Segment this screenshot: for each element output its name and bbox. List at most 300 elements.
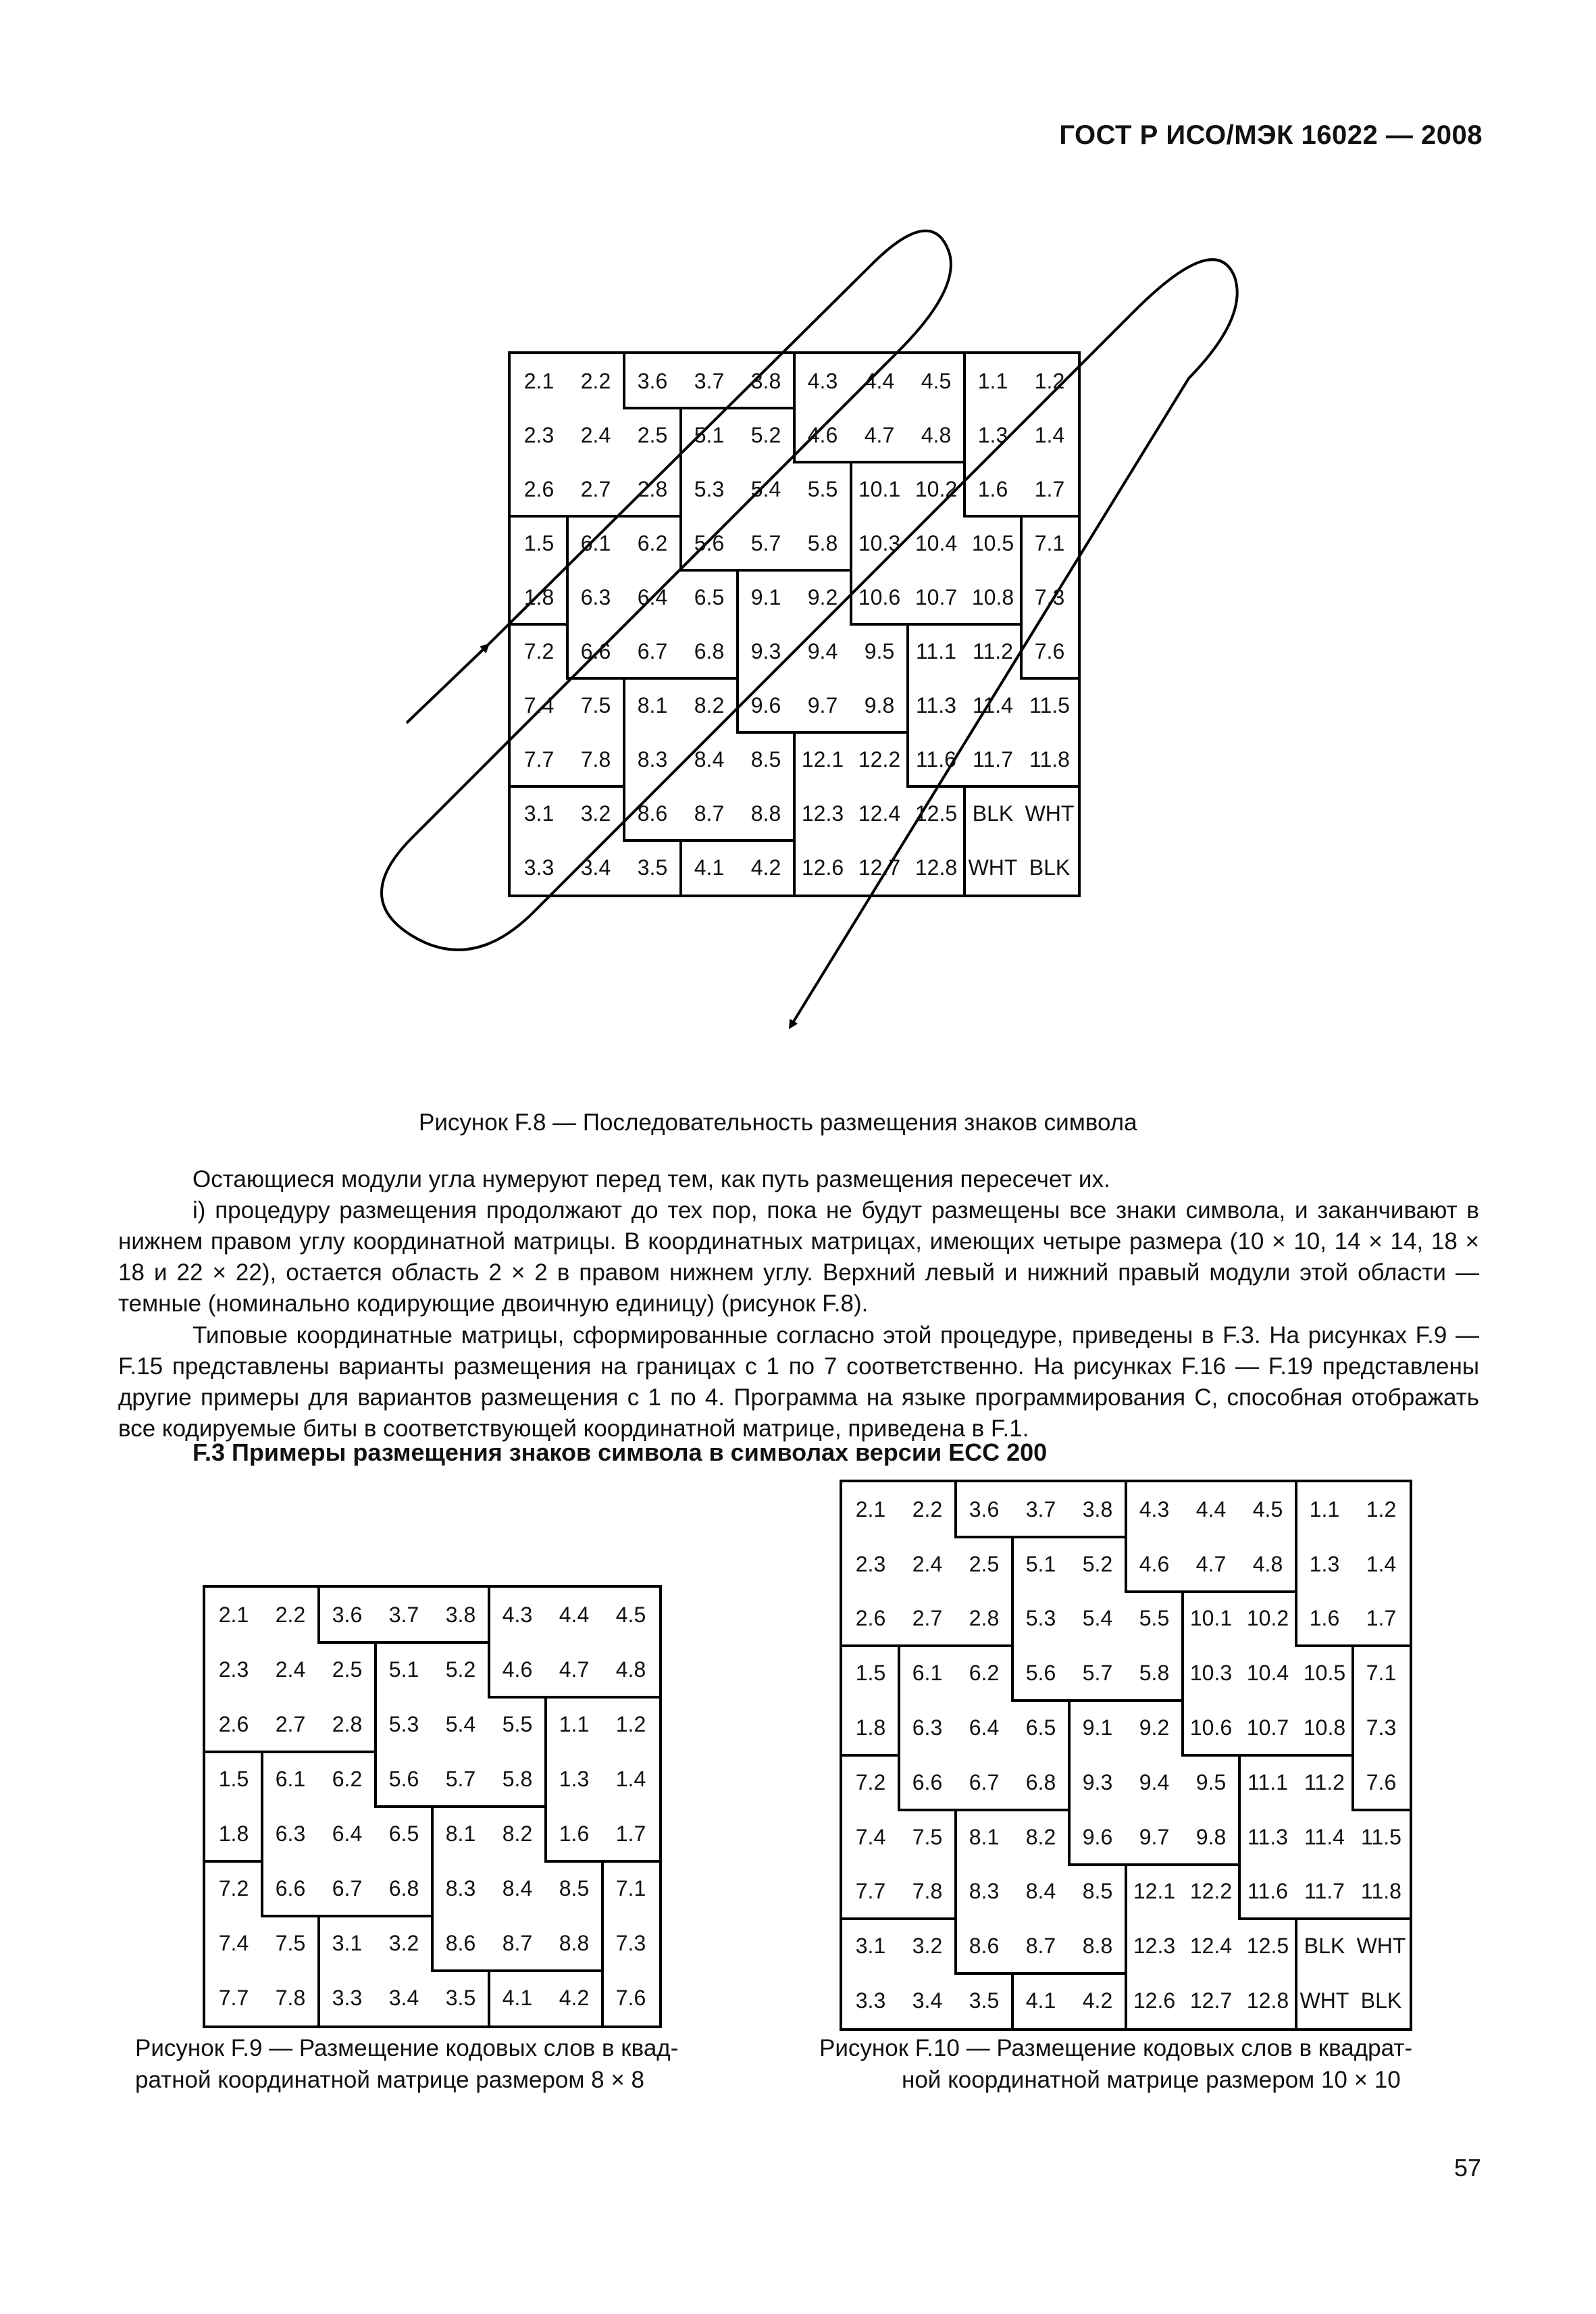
module-cell: 7.3 bbox=[1034, 584, 1065, 609]
module-cell: 6.1 bbox=[580, 530, 611, 555]
codeword-boundary bbox=[841, 1754, 900, 1757]
module-cell: 9.5 bbox=[1195, 1769, 1227, 1794]
module-cell: 7.7 bbox=[855, 1879, 886, 1904]
codeword-boundary bbox=[623, 515, 682, 518]
module-cell: 2.3 bbox=[855, 1551, 886, 1576]
codeword-boundary bbox=[623, 677, 625, 734]
module-cell: 2.5 bbox=[637, 422, 668, 447]
module-cell: 7.2 bbox=[855, 1769, 886, 1794]
codeword-boundary bbox=[1295, 1481, 1297, 1538]
codeword-boundary bbox=[793, 569, 852, 572]
module-cell: 11.2 bbox=[973, 638, 1013, 663]
codeword-boundary bbox=[1068, 1972, 1127, 1975]
module-cell: 3.3 bbox=[332, 1986, 363, 2010]
module-cell: 4.5 bbox=[615, 1603, 646, 1627]
module-cell: 12.8 bbox=[1246, 1988, 1289, 2013]
module-cell: 4.5 bbox=[1252, 1496, 1283, 1521]
codeword-boundary bbox=[1352, 1644, 1354, 1702]
module-cell: 8.7 bbox=[502, 1931, 533, 1955]
module-cell: 3.5 bbox=[969, 1988, 1000, 2013]
module-cell: 10.8 bbox=[971, 584, 1014, 609]
codeword-boundary bbox=[954, 1536, 1014, 1538]
paragraph-placement-rule-i: i) процедуру размещения продолжают до тех пор, пока не будут размещены все знаки символа, и заканчивают в нижнем правом углу координатной матрицы. В координатных матрицах, имеющих четыре размера (10 × 10, 14 × 14, 18 × 18 и 22 × 22), остается область 2 × 2 в правом нижнем углу. Верхний левый и нижний правый модули этой области — темные (номинально кодирующие двоичную единицу) (рисунок F.8). bbox=[118, 1197, 1479, 1317]
codeword-boundary bbox=[1181, 1754, 1241, 1757]
codeword-boundary bbox=[509, 623, 569, 626]
module-cell: 4.2 bbox=[750, 855, 781, 880]
module-cell: 8.7 bbox=[694, 801, 725, 826]
codeword-boundary bbox=[793, 731, 796, 788]
codeword-boundary bbox=[1020, 785, 1079, 788]
module-cell: 9.6 bbox=[750, 693, 781, 718]
codeword-boundary bbox=[841, 1917, 900, 1920]
module-cell: 5.4 bbox=[750, 476, 781, 501]
codeword-boundary bbox=[793, 731, 852, 734]
codeword-boundary bbox=[1238, 1917, 1297, 1920]
codeword-boundary bbox=[679, 515, 682, 572]
module-cell: 1.6 bbox=[977, 476, 1008, 501]
module-cell: 8.8 bbox=[750, 801, 781, 826]
module-cell: WHT bbox=[968, 855, 1018, 880]
module-cell: 10.2 bbox=[1246, 1606, 1289, 1631]
module-cell: 10.6 bbox=[1189, 1715, 1233, 1740]
module-cell: 7.4 bbox=[218, 1931, 249, 1955]
page-number: 57 bbox=[1453, 2154, 1481, 2182]
module-cell: 11.4 bbox=[1304, 1824, 1345, 1849]
module-cell: 12.7 bbox=[858, 855, 901, 880]
module-cell: 8.3 bbox=[969, 1879, 1000, 1904]
codeword-boundary bbox=[679, 407, 682, 463]
module-cell: 5.8 bbox=[502, 1767, 533, 1791]
figure-f10-caption-line-1: Рисунок F.10 — Размещение кодовых слов в квадрат- bbox=[819, 2035, 1413, 2061]
module-cell: 12.2 bbox=[858, 747, 901, 772]
codeword-boundary bbox=[954, 1863, 957, 1921]
module-cell: 1.3 bbox=[977, 422, 1008, 447]
codeword-boundary bbox=[898, 1699, 900, 1757]
module-cell: 9.6 bbox=[1082, 1824, 1113, 1849]
module-cell: 2.3 bbox=[218, 1657, 249, 1682]
module-cell: 6.3 bbox=[912, 1715, 943, 1740]
codeword-boundary bbox=[261, 1805, 263, 1863]
codeword-boundary bbox=[963, 515, 1023, 518]
codeword-boundary bbox=[736, 677, 739, 734]
codeword-boundary bbox=[317, 1969, 320, 2027]
codeword-boundary bbox=[1125, 1536, 1127, 1593]
module-cell: 10.8 bbox=[1303, 1715, 1346, 1740]
module-cell: 1.2 bbox=[1366, 1496, 1397, 1521]
codeword-boundary bbox=[963, 785, 1023, 788]
codeword-boundary bbox=[1295, 1917, 1297, 1975]
module-cell: 9.4 bbox=[807, 638, 838, 663]
codeword-boundary bbox=[898, 1809, 957, 1811]
module-cell: 8.2 bbox=[1025, 1824, 1056, 1849]
module-cell: 9.2 bbox=[1139, 1715, 1170, 1740]
module-cell: 2.3 bbox=[523, 422, 555, 447]
module-cell: 2.6 bbox=[855, 1606, 886, 1631]
codeword-boundary bbox=[1125, 1917, 1127, 1975]
module-cell: 7.6 bbox=[1366, 1769, 1397, 1794]
module-cell: 4.8 bbox=[615, 1657, 646, 1682]
codeword-boundary bbox=[793, 839, 796, 896]
codeword-boundary bbox=[1011, 1809, 1071, 1811]
codeword-boundary bbox=[679, 407, 739, 409]
module-cell: 9.7 bbox=[807, 693, 838, 718]
module-cell: 3.8 bbox=[445, 1603, 476, 1627]
module-cell: 10.7 bbox=[915, 584, 958, 609]
module-cell: 10.5 bbox=[971, 530, 1014, 555]
module-cell: 4.7 bbox=[559, 1657, 590, 1682]
module-cell: 1.4 bbox=[615, 1767, 646, 1791]
module-cell: 7.3 bbox=[1366, 1715, 1397, 1740]
module-cell: 11.5 bbox=[1361, 1824, 1401, 1849]
module-cell: 4.6 bbox=[1139, 1551, 1170, 1576]
module-cell: 12.3 bbox=[801, 801, 844, 826]
codeword-boundary bbox=[374, 1751, 377, 1808]
module-cell: 12.7 bbox=[1189, 1988, 1233, 2013]
module-cell: 6.7 bbox=[637, 638, 668, 663]
codeword-boundary bbox=[1295, 1972, 1297, 2030]
codeword-boundary bbox=[601, 1860, 661, 1863]
paragraph-typical-matrices: Типовые координатные матрицы, сформированные согласно этой процедуре, приведены в F.3. На рисунках F.9 — F.15 представлены варианты размещения на границах с 1 по 7 соответственно. На рисунках F.16 — F.19 представлены другие примеры для вариантов размещения с 1 по 4. Программа на языке программирования С, способная отображать все кодируемые биты в соответствующей координатной матрице, приведена в F.1. bbox=[118, 1322, 1479, 1442]
codeword-boundary bbox=[1238, 1754, 1241, 1811]
module-cell: 6.3 bbox=[275, 1821, 306, 1846]
codeword-boundary bbox=[898, 1644, 900, 1702]
codeword-boundary bbox=[623, 839, 682, 842]
codeword-boundary bbox=[1181, 1590, 1184, 1648]
codeword-boundary bbox=[544, 1696, 604, 1699]
module-cell: 2.4 bbox=[912, 1551, 943, 1576]
codeword-boundary bbox=[850, 569, 852, 626]
codeword-boundary bbox=[850, 461, 852, 518]
codeword-boundary bbox=[1181, 1699, 1184, 1757]
module-cell: 5.1 bbox=[694, 422, 725, 447]
module-cell: BLK bbox=[972, 801, 1014, 826]
codeword-boundary bbox=[374, 1805, 434, 1808]
module-cell: 6.7 bbox=[332, 1876, 363, 1901]
codeword-boundary bbox=[679, 839, 739, 842]
module-cell: 5.5 bbox=[807, 476, 838, 501]
codeword-boundary bbox=[793, 353, 796, 409]
module-cell: 3.2 bbox=[912, 1934, 943, 1959]
module-cell: 5.7 bbox=[445, 1767, 476, 1791]
codeword-boundary bbox=[431, 1915, 434, 1972]
codeword-boundary bbox=[1011, 1536, 1014, 1593]
path-entry-arrow bbox=[407, 645, 488, 723]
codeword-boundary bbox=[898, 1644, 957, 1647]
module-cell: 2.5 bbox=[332, 1657, 363, 1682]
module-cell: 7.7 bbox=[218, 1986, 249, 2010]
module-cell: 1.7 bbox=[615, 1821, 646, 1846]
module-cell: 4.7 bbox=[864, 422, 895, 447]
module-cell: 3.4 bbox=[580, 855, 611, 880]
module-cell: 8.2 bbox=[502, 1821, 533, 1846]
codeword-boundary bbox=[261, 1751, 263, 1808]
module-cell: 7.5 bbox=[580, 693, 611, 718]
codeword-boundary bbox=[906, 731, 909, 788]
module-cell: 10.4 bbox=[1246, 1661, 1289, 1686]
module-cell: 5.2 bbox=[1082, 1551, 1113, 1576]
codeword-boundary bbox=[204, 1860, 263, 1863]
module-cell: 9.8 bbox=[1195, 1824, 1227, 1849]
module-cell: 11.7 bbox=[1304, 1879, 1345, 1904]
module-cell: 8.2 bbox=[694, 693, 725, 718]
codeword-boundary bbox=[1181, 1863, 1241, 1866]
module-cell: 10.2 bbox=[915, 476, 958, 501]
module-cell: 10.6 bbox=[858, 584, 901, 609]
codeword-boundary bbox=[374, 1696, 377, 1753]
module-cell: 7.2 bbox=[523, 638, 555, 663]
module-cell: 3.6 bbox=[969, 1496, 1000, 1521]
codeword-boundary bbox=[793, 785, 796, 842]
module-cell: 12.1 bbox=[801, 747, 844, 772]
codeword-boundary bbox=[1011, 1590, 1014, 1648]
codeword-boundary bbox=[1295, 1917, 1354, 1920]
codeword-boundary bbox=[431, 1969, 490, 1972]
codeword-boundary bbox=[488, 1696, 547, 1699]
module-cell: 5.2 bbox=[750, 422, 781, 447]
module-cell: 3.2 bbox=[388, 1931, 419, 1955]
codeword-boundary bbox=[736, 569, 796, 572]
module-cell: 4.5 bbox=[921, 368, 952, 393]
codeword-boundary bbox=[1020, 677, 1079, 680]
codeword-boundary bbox=[793, 461, 852, 463]
codeword-boundary bbox=[261, 1860, 263, 1917]
codeword-boundary bbox=[963, 407, 966, 463]
module-cell: 1.6 bbox=[1309, 1606, 1340, 1631]
codeword-boundary bbox=[431, 1860, 434, 1917]
module-cell: 4.1 bbox=[1025, 1988, 1056, 2013]
module-cell: 3.6 bbox=[637, 368, 668, 393]
codeword-boundary bbox=[623, 731, 625, 788]
module-cell: 2.6 bbox=[218, 1712, 249, 1736]
module-cell: 7.6 bbox=[615, 1986, 646, 2010]
codeword-boundary bbox=[601, 1696, 661, 1699]
module-cell: 8.4 bbox=[1025, 1879, 1056, 1904]
module-cell: 8.4 bbox=[694, 747, 725, 772]
module-cell: 5.5 bbox=[1139, 1606, 1170, 1631]
codeword-boundary bbox=[374, 1915, 434, 1917]
codeword-boundary bbox=[954, 1809, 1014, 1811]
module-cell: 9.5 bbox=[864, 638, 895, 663]
module-cell: BLK bbox=[1360, 1988, 1402, 2013]
codeword-boundary bbox=[544, 1805, 547, 1863]
codeword-boundary bbox=[1020, 515, 1079, 518]
module-cell: 2.7 bbox=[275, 1712, 306, 1736]
codeword-boundary bbox=[601, 1969, 604, 2027]
module-cell: 7.1 bbox=[1034, 530, 1065, 555]
module-cell: 8.1 bbox=[637, 693, 668, 718]
module-cell: 12.5 bbox=[915, 801, 958, 826]
codeword-boundary bbox=[317, 1915, 377, 1917]
module-cell: 5.8 bbox=[807, 530, 838, 555]
module-cell: 6.4 bbox=[969, 1715, 1000, 1740]
codeword-boundary bbox=[736, 569, 739, 626]
module-cell: 4.8 bbox=[921, 422, 952, 447]
module-cell: 8.1 bbox=[445, 1821, 476, 1846]
module-cell: 1.5 bbox=[855, 1661, 886, 1686]
codeword-boundary bbox=[1011, 1644, 1014, 1702]
module-cell: 6.7 bbox=[969, 1769, 1000, 1794]
module-cell: 1.1 bbox=[977, 368, 1008, 393]
module-cell: 2.8 bbox=[332, 1712, 363, 1736]
codeword-boundary bbox=[488, 1969, 490, 2027]
module-cell: 3.4 bbox=[388, 1986, 419, 2010]
module-cell: 4.1 bbox=[502, 1986, 533, 2010]
module-cell: 5.1 bbox=[1025, 1551, 1056, 1576]
module-cell: 8.6 bbox=[969, 1934, 1000, 1959]
codeword-boundary bbox=[1125, 1699, 1184, 1702]
module-cell: 11.5 bbox=[1029, 693, 1070, 718]
codeword-boundary bbox=[488, 1641, 490, 1699]
figure-f10-caption-line-2: ной координатной матрице размером 10 × 10 bbox=[902, 2067, 1401, 2093]
module-cell: 2.1 bbox=[218, 1603, 249, 1627]
module-cell: 1.1 bbox=[559, 1712, 590, 1736]
codeword-boundary bbox=[566, 515, 625, 518]
codeword-boundary bbox=[1238, 1590, 1297, 1593]
module-cell: 5.7 bbox=[750, 530, 781, 555]
codeword-boundary bbox=[1238, 1754, 1297, 1757]
module-cell: 5.3 bbox=[388, 1712, 419, 1736]
module-cell: 4.4 bbox=[1195, 1496, 1227, 1521]
module-cell: 3.8 bbox=[750, 368, 781, 393]
module-cell: 3.3 bbox=[855, 1988, 886, 2013]
module-cell: 8.3 bbox=[445, 1876, 476, 1901]
module-cell: 2.7 bbox=[580, 476, 611, 501]
module-cell: 9.4 bbox=[1139, 1769, 1170, 1794]
module-cell: 7.7 bbox=[523, 747, 555, 772]
module-cell: 3.1 bbox=[523, 801, 555, 826]
module-cell: 1.4 bbox=[1034, 422, 1065, 447]
module-cell: 1.3 bbox=[1309, 1551, 1340, 1576]
module-cell: 5.3 bbox=[694, 476, 725, 501]
module-cell: 11.6 bbox=[1247, 1879, 1288, 1904]
module-cell: 2.7 bbox=[912, 1606, 943, 1631]
module-cell: 7.6 bbox=[1034, 638, 1065, 663]
module-cell: 12.8 bbox=[915, 855, 958, 880]
codeword-boundary bbox=[623, 353, 625, 409]
module-cell: 10.1 bbox=[1189, 1606, 1233, 1631]
module-cell: 2.8 bbox=[969, 1606, 1000, 1631]
module-cell: 1.5 bbox=[523, 530, 555, 555]
module-cell: 7.1 bbox=[615, 1876, 646, 1901]
module-cell: 1.8 bbox=[523, 584, 555, 609]
module-cell: 6.1 bbox=[912, 1661, 943, 1686]
module-cell: 12.2 bbox=[1189, 1879, 1233, 1904]
codeword-boundary bbox=[1068, 1699, 1071, 1757]
codeword-boundary bbox=[963, 623, 1023, 626]
module-cell: 8.5 bbox=[1082, 1879, 1113, 1904]
module-cell: 3.4 bbox=[912, 1988, 943, 2013]
codeword-boundary bbox=[1295, 1644, 1354, 1647]
module-cell: 11.2 bbox=[1304, 1769, 1345, 1794]
codeword-boundary bbox=[679, 569, 739, 572]
module-cell: 11.6 bbox=[916, 747, 956, 772]
module-cell: 8.3 bbox=[637, 747, 668, 772]
module-cell: 11.1 bbox=[916, 638, 956, 663]
module-cell: 4.6 bbox=[502, 1657, 533, 1682]
module-cell: 12.1 bbox=[1133, 1879, 1176, 1904]
module-cell: 9.1 bbox=[750, 584, 781, 609]
module-cell: 4.4 bbox=[864, 368, 895, 393]
codeword-boundary bbox=[1068, 1809, 1071, 1866]
codeword-boundary bbox=[679, 677, 739, 680]
figure-f10-matrix bbox=[840, 1480, 1412, 2031]
module-cell: 2.1 bbox=[523, 368, 555, 393]
module-cell: 6.8 bbox=[694, 638, 725, 663]
module-cell: 4.7 bbox=[1195, 1551, 1227, 1576]
module-cell: 7.5 bbox=[912, 1824, 943, 1849]
module-cell: 9.7 bbox=[1139, 1824, 1170, 1849]
codeword-boundary bbox=[954, 1972, 1014, 1975]
module-cell: 12.6 bbox=[1133, 1988, 1176, 2013]
module-cell: 4.1 bbox=[694, 855, 725, 880]
codeword-boundary bbox=[736, 731, 796, 734]
module-cell: 2.5 bbox=[969, 1551, 1000, 1576]
codeword-boundary bbox=[488, 1805, 547, 1808]
codeword-boundary bbox=[1238, 1809, 1241, 1866]
module-cell: 6.5 bbox=[1025, 1715, 1056, 1740]
module-cell: 3.7 bbox=[388, 1603, 419, 1627]
codeword-boundary bbox=[317, 1915, 320, 1972]
module-cell: 11.3 bbox=[916, 693, 956, 718]
module-cell: 8.4 bbox=[502, 1876, 533, 1901]
module-cell: 4.2 bbox=[559, 1986, 590, 2010]
codeword-boundary bbox=[1352, 1699, 1354, 1757]
codeword-boundary bbox=[544, 1860, 604, 1863]
codeword-boundary bbox=[317, 1751, 377, 1753]
module-cell: 1.4 bbox=[1366, 1551, 1397, 1576]
module-cell: 9.2 bbox=[807, 584, 838, 609]
module-cell: 3.3 bbox=[523, 855, 555, 880]
codeword-boundary bbox=[906, 623, 966, 626]
codeword-boundary bbox=[261, 1751, 320, 1753]
module-cell: 7.5 bbox=[275, 1931, 306, 1955]
module-cell: 7.8 bbox=[275, 1986, 306, 2010]
module-cell: 11.7 bbox=[973, 747, 1013, 772]
module-cell: 2.4 bbox=[275, 1657, 306, 1682]
module-cell: 5.4 bbox=[1082, 1606, 1113, 1631]
figure-f8-matrix bbox=[508, 351, 1081, 897]
codeword-boundary bbox=[906, 677, 909, 734]
codeword-boundary bbox=[954, 1644, 1014, 1647]
codeword-boundary bbox=[679, 461, 682, 518]
codeword-boundary bbox=[431, 1805, 490, 1808]
module-cell: 8.8 bbox=[1082, 1934, 1113, 1959]
codeword-boundary bbox=[601, 1860, 604, 1917]
module-cell: 8.5 bbox=[750, 747, 781, 772]
module-cell: 7.2 bbox=[218, 1876, 249, 1901]
codeword-boundary bbox=[488, 1586, 490, 1644]
codeword-boundary bbox=[1352, 1917, 1411, 1920]
codeword-boundary bbox=[566, 677, 625, 680]
module-cell: 10.5 bbox=[1303, 1661, 1346, 1686]
codeword-boundary bbox=[509, 785, 569, 788]
module-cell: 3.2 bbox=[580, 801, 611, 826]
module-cell: 8.8 bbox=[559, 1931, 590, 1955]
codeword-boundary bbox=[1295, 1590, 1297, 1648]
codeword-boundary bbox=[1181, 1644, 1184, 1702]
codeword-boundary bbox=[374, 1641, 377, 1699]
codeword-boundary bbox=[1068, 1536, 1127, 1538]
module-cell: 5.8 bbox=[1139, 1661, 1170, 1686]
module-cell: 1.2 bbox=[615, 1712, 646, 1736]
module-cell: 6.6 bbox=[275, 1876, 306, 1901]
codeword-boundary bbox=[1068, 1863, 1127, 1866]
module-cell: 6.4 bbox=[332, 1821, 363, 1846]
codeword-boundary bbox=[850, 515, 852, 572]
codeword-boundary bbox=[1020, 623, 1023, 680]
codeword-boundary bbox=[736, 623, 739, 680]
module-cell: 4.4 bbox=[559, 1603, 590, 1627]
